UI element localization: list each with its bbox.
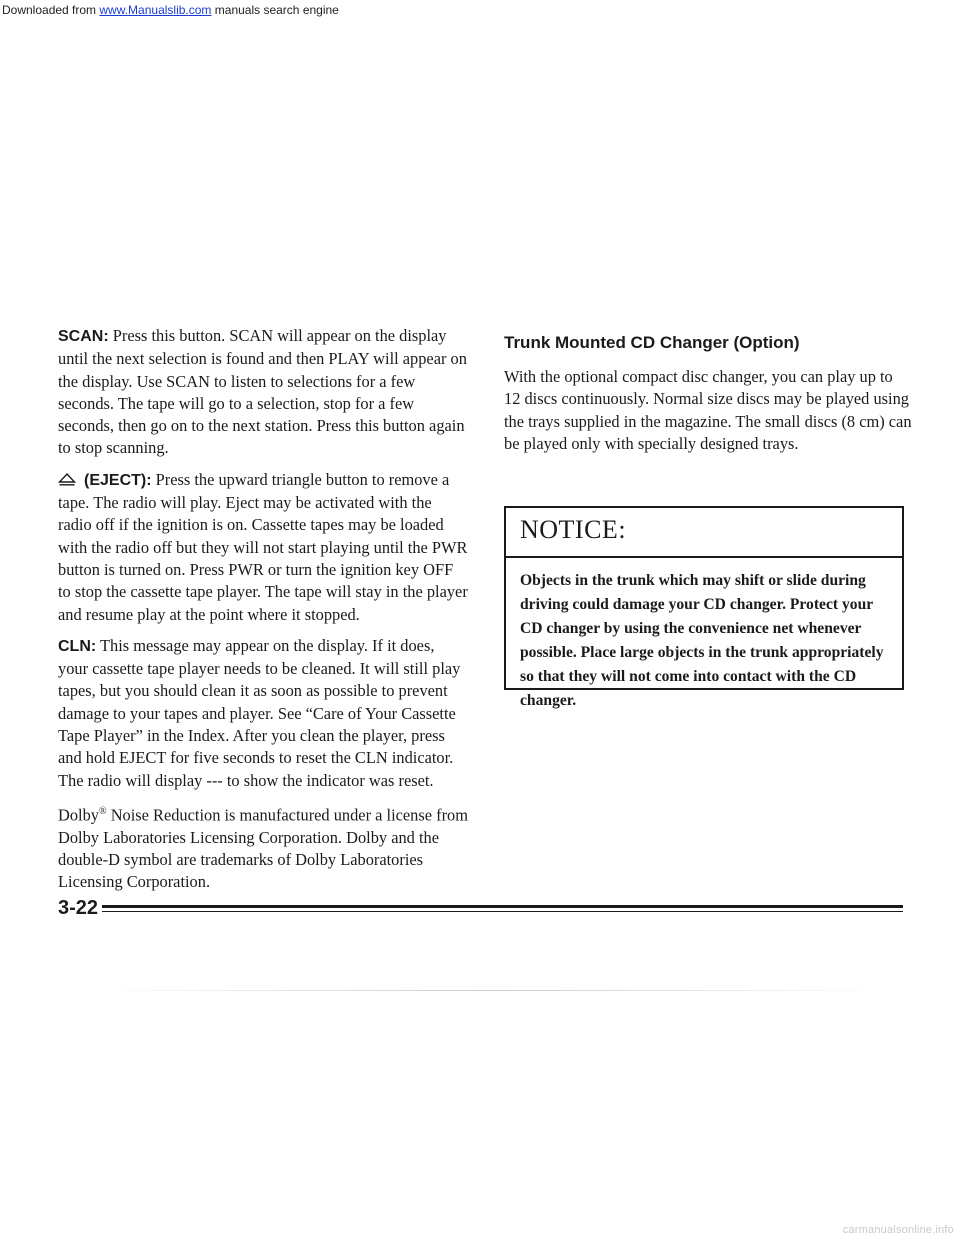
registered-mark: ® bbox=[98, 805, 107, 817]
scan-text: Press this button. SCAN will appear on the display until the next selection is found and then PLAY will appear on the display. Use SCAN to listen to selections for a few seconds. The tape will go to a selection, stop for a few seconds, then go on to the next station. Press this button again to stop scanning. bbox=[58, 326, 467, 458]
right-column bbox=[504, 332, 912, 464]
dolby-text-end: Noise Reduction is manufactured under a license from Dolby Laboratories Licensing Corporation. Dolby and the double-D symbol are trademarks of Dolby Laboratories Licensing Corporation. bbox=[58, 805, 468, 892]
eject-text: Press the upward triangle button to remove a tape. The radio will play. Eject may be activated with the radio off if the ignition is on. Cassette tapes may be loaded with the radio off but they will not start playing until the PWR button is turned on. Press PWR or turn the ignition key OFF to stop the cassette tape player. The tape will stay in the player and resume play at the point where it stopped. bbox=[58, 469, 468, 624]
header-suffix: manuals search engine bbox=[211, 3, 339, 17]
section-title: Trunk Mounted CD Changer (Option) bbox=[504, 333, 800, 352]
footer-rule-thick bbox=[102, 905, 903, 908]
footer-rule-thin bbox=[102, 911, 903, 912]
download-header bbox=[0, 0, 960, 20]
eject-paragraph bbox=[58, 469, 468, 626]
manualslib-link[interactable]: www.Manualslib.com bbox=[99, 3, 212, 17]
notice-body: Objects in the trunk which may shift or slide during driving could damage your CD changer. Protect your CD changer by using the convenience net whenever possible. Place large objects in the trunk appropriately so that they will not come into contact with the CD changer. bbox=[520, 572, 884, 709]
page-footer bbox=[58, 897, 903, 919]
header-prefix: Downloaded from bbox=[2, 3, 100, 17]
page-number: 3-22 bbox=[58, 897, 99, 919]
eject-label: (EJECT): bbox=[84, 471, 152, 489]
eject-icon bbox=[58, 473, 76, 486]
dolby-text-start: Dolby bbox=[58, 805, 99, 825]
scan-label: SCAN: bbox=[58, 328, 109, 345]
dolby-paragraph bbox=[58, 801, 468, 894]
cln-label: CLN: bbox=[58, 637, 97, 655]
scan-paragraph bbox=[58, 325, 468, 460]
cln-text: This message may appear on the display. If it does, your cassette tape player needs to be cleaned. It will still play tapes, but you should clean it as soon as possible to prevent damage to your tapes and player. See “Care of Your Cassette Tape Player” in the Index. After you clean the player, press and hold EJECT for five seconds to reset the CLN indicator. The radio will display --- to show the indicator was reset. bbox=[58, 635, 461, 790]
cd-changer-intro: With the optional compact disc changer, you can play up to 12 discs continuously. Normal size discs may be played using the trays supplied in the magazine. The small discs (8 cm) can be played only with specially designed trays. bbox=[504, 367, 912, 453]
cln-paragraph bbox=[58, 635, 468, 792]
left-column bbox=[58, 325, 468, 903]
notice-box bbox=[504, 506, 904, 709]
scan-artifact-line bbox=[90, 990, 890, 991]
watermark: carmanualsonline.info bbox=[842, 1224, 954, 1236]
notice-heading: NOTICE: bbox=[506, 508, 902, 558]
